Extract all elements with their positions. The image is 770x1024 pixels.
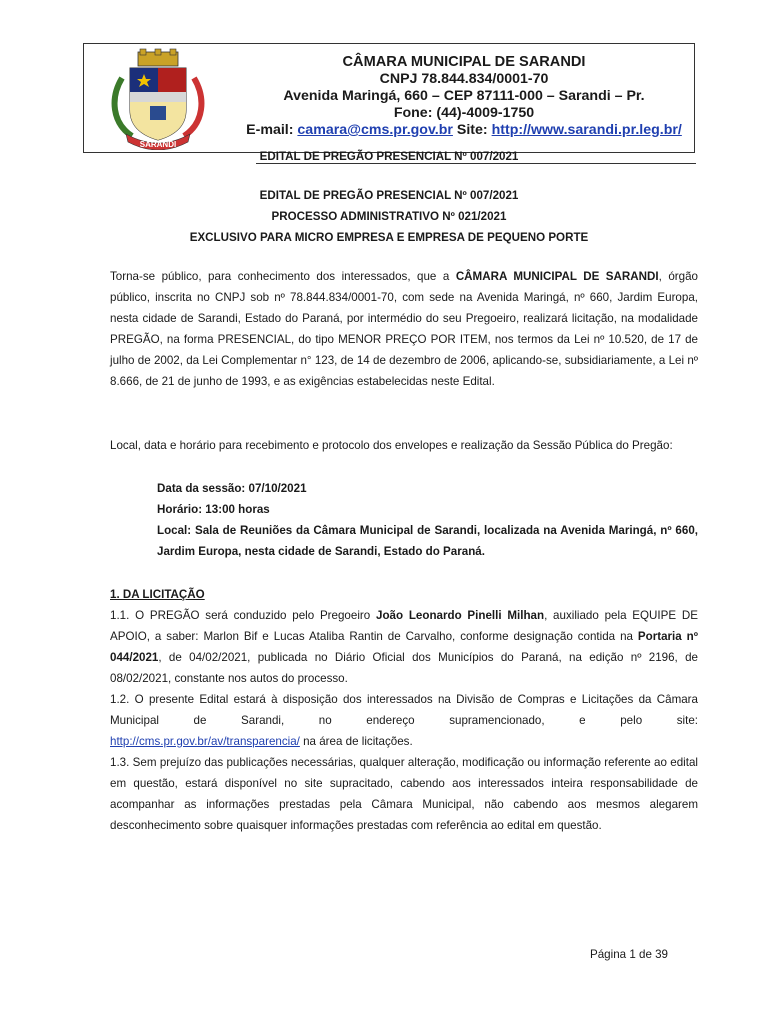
item-1-2-b: na área de licitações. bbox=[299, 735, 413, 748]
item-1-2-a: 1.2. O presente Edital estará à disposição dos interessados na Divisão de Compras e Licitações da Câmara Municipal de Sarandi, no endereço supramencionado, e pelo site: bbox=[110, 693, 698, 727]
heading-edital: EDITAL DE PREGÃO PRESENCIAL Nº 007/2021 bbox=[259, 189, 519, 202]
session-time: Horário: 13:00 horas bbox=[157, 503, 270, 516]
item-1-2-b-line bbox=[110, 731, 698, 752]
org-address: Avenida Maringá, 660 – CEP 87111-000 – Sarandi – Pr. bbox=[283, 88, 645, 104]
header-rule bbox=[256, 163, 696, 164]
coat-of-arms-icon bbox=[102, 48, 214, 150]
intro-text-b: , órgão público, inscrita no CNPJ sob nº 78.844.834/0001-70, com sede na Avenida Maringá, nº 660, Jardim Europa, nesta cidade de Sarandi, Estado do Paraná, por intermédio do seu Pregoeiro, realizará licitação, na modalidade PREGÃO, na forma PRESENCIAL, do tipo MENOR PREÇO POR ITEM, nos termos da Lei nº 10.520, de 17 de julho de 2002, da Lei Complementar n° 123, de 14 de dezembro de 2006, aplicando-se, subsidiariamente, a Lei nº 8.666, de 21 de junho de 1993, e as exigências estabelecidas neste Edital. bbox=[110, 270, 698, 388]
section-title: 1. DA LICITAÇÃO bbox=[110, 588, 205, 601]
heading-processo: PROCESSO ADMINISTRATIVO Nº 021/2021 bbox=[271, 210, 507, 223]
pregoeiro-name: João Leonardo Pinelli Milhan bbox=[376, 609, 545, 622]
intro-org: CÂMARA MUNICIPAL DE SARANDI bbox=[455, 270, 659, 283]
session-intro: Local, data e horário para recebimento e protocolo dos envelopes e realização da Sessão Pública do Pregão: bbox=[110, 439, 673, 452]
document-headings bbox=[83, 185, 695, 248]
site-link[interactable]: http://www.sarandi.pr.leg.br/ bbox=[491, 122, 682, 138]
transparency-link[interactable]: http://cms.pr.gov.br/av/transparencia/ bbox=[110, 735, 300, 748]
item-1-1-c: , de 04/02/2021, publicada no Diário Oficial dos Municípios do Paraná, na edição nº 2196, de 08/02/2021, constante nos autos do processo. bbox=[110, 651, 698, 685]
session-date: Data da sessão: 07/10/2021 bbox=[157, 482, 307, 495]
intro-text-a: Torna-se público, para conhecimento dos interessados, que a bbox=[110, 270, 456, 283]
letterhead-text bbox=[234, 54, 694, 139]
header-subtitle: EDITAL DE PREGÃO PRESENCIAL Nº 007/2021 bbox=[259, 150, 519, 163]
portaria: Portaria nº 044/2021 bbox=[110, 630, 698, 664]
item-1-1 bbox=[110, 605, 698, 689]
session-place: Local: Sala de Reuniões da Câmara Municipal de Sarandi, localizada na Avenida Maringá, nº 660, Jardim Europa, nesta cidade de Sarandi, Estado do Paraná. bbox=[157, 524, 698, 558]
email-link[interactable]: camara@cms.pr.gov.br bbox=[297, 122, 453, 138]
contact-line bbox=[234, 122, 694, 139]
item-1-1-a: 1.1. O PREGÃO será conduzido pelo Pregoeiro bbox=[110, 609, 376, 622]
heading-exclusivo: EXCLUSIVO PARA MICRO EMPRESA E EMPRESA DE PEQUENO PORTE bbox=[189, 231, 589, 244]
email-label: E-mail: bbox=[246, 122, 294, 138]
intro-paragraph bbox=[110, 266, 698, 392]
site-label: Site: bbox=[456, 122, 488, 138]
section-licitacao bbox=[110, 584, 698, 836]
letterhead bbox=[83, 43, 695, 153]
item-1-3: 1.3. Sem prejuízo das publicações necessárias, qualquer alteração, modificação ou informação referente ao edital em questão, estará disponível no site supracitado, cabendo aos interessados inteira responsabilidade de acompanhar as informações prestadas pela Câmara Municipal, não cabendo aos mesmos alegarem desconhecimento sobre quaisquer informações prestadas com referência ao edital em questão. bbox=[110, 756, 698, 832]
org-phone: Fone: (44)-4009-1750 bbox=[393, 105, 535, 121]
page-number: Página 1 de 39 bbox=[590, 948, 669, 961]
org-cnpj: CNPJ 78.844.834/0001-70 bbox=[379, 71, 549, 87]
org-title: CÂMARA MUNICIPAL DE SARANDI bbox=[342, 54, 586, 70]
crest-ribbon-text: SARANDI bbox=[139, 140, 177, 149]
item-1-1-b: , auxiliado pela EQUIPE DE APOIO, a saber: Marlon Bif e Lucas Ataliba Rantin de Carvalho, conforme designação contida na bbox=[110, 609, 698, 643]
